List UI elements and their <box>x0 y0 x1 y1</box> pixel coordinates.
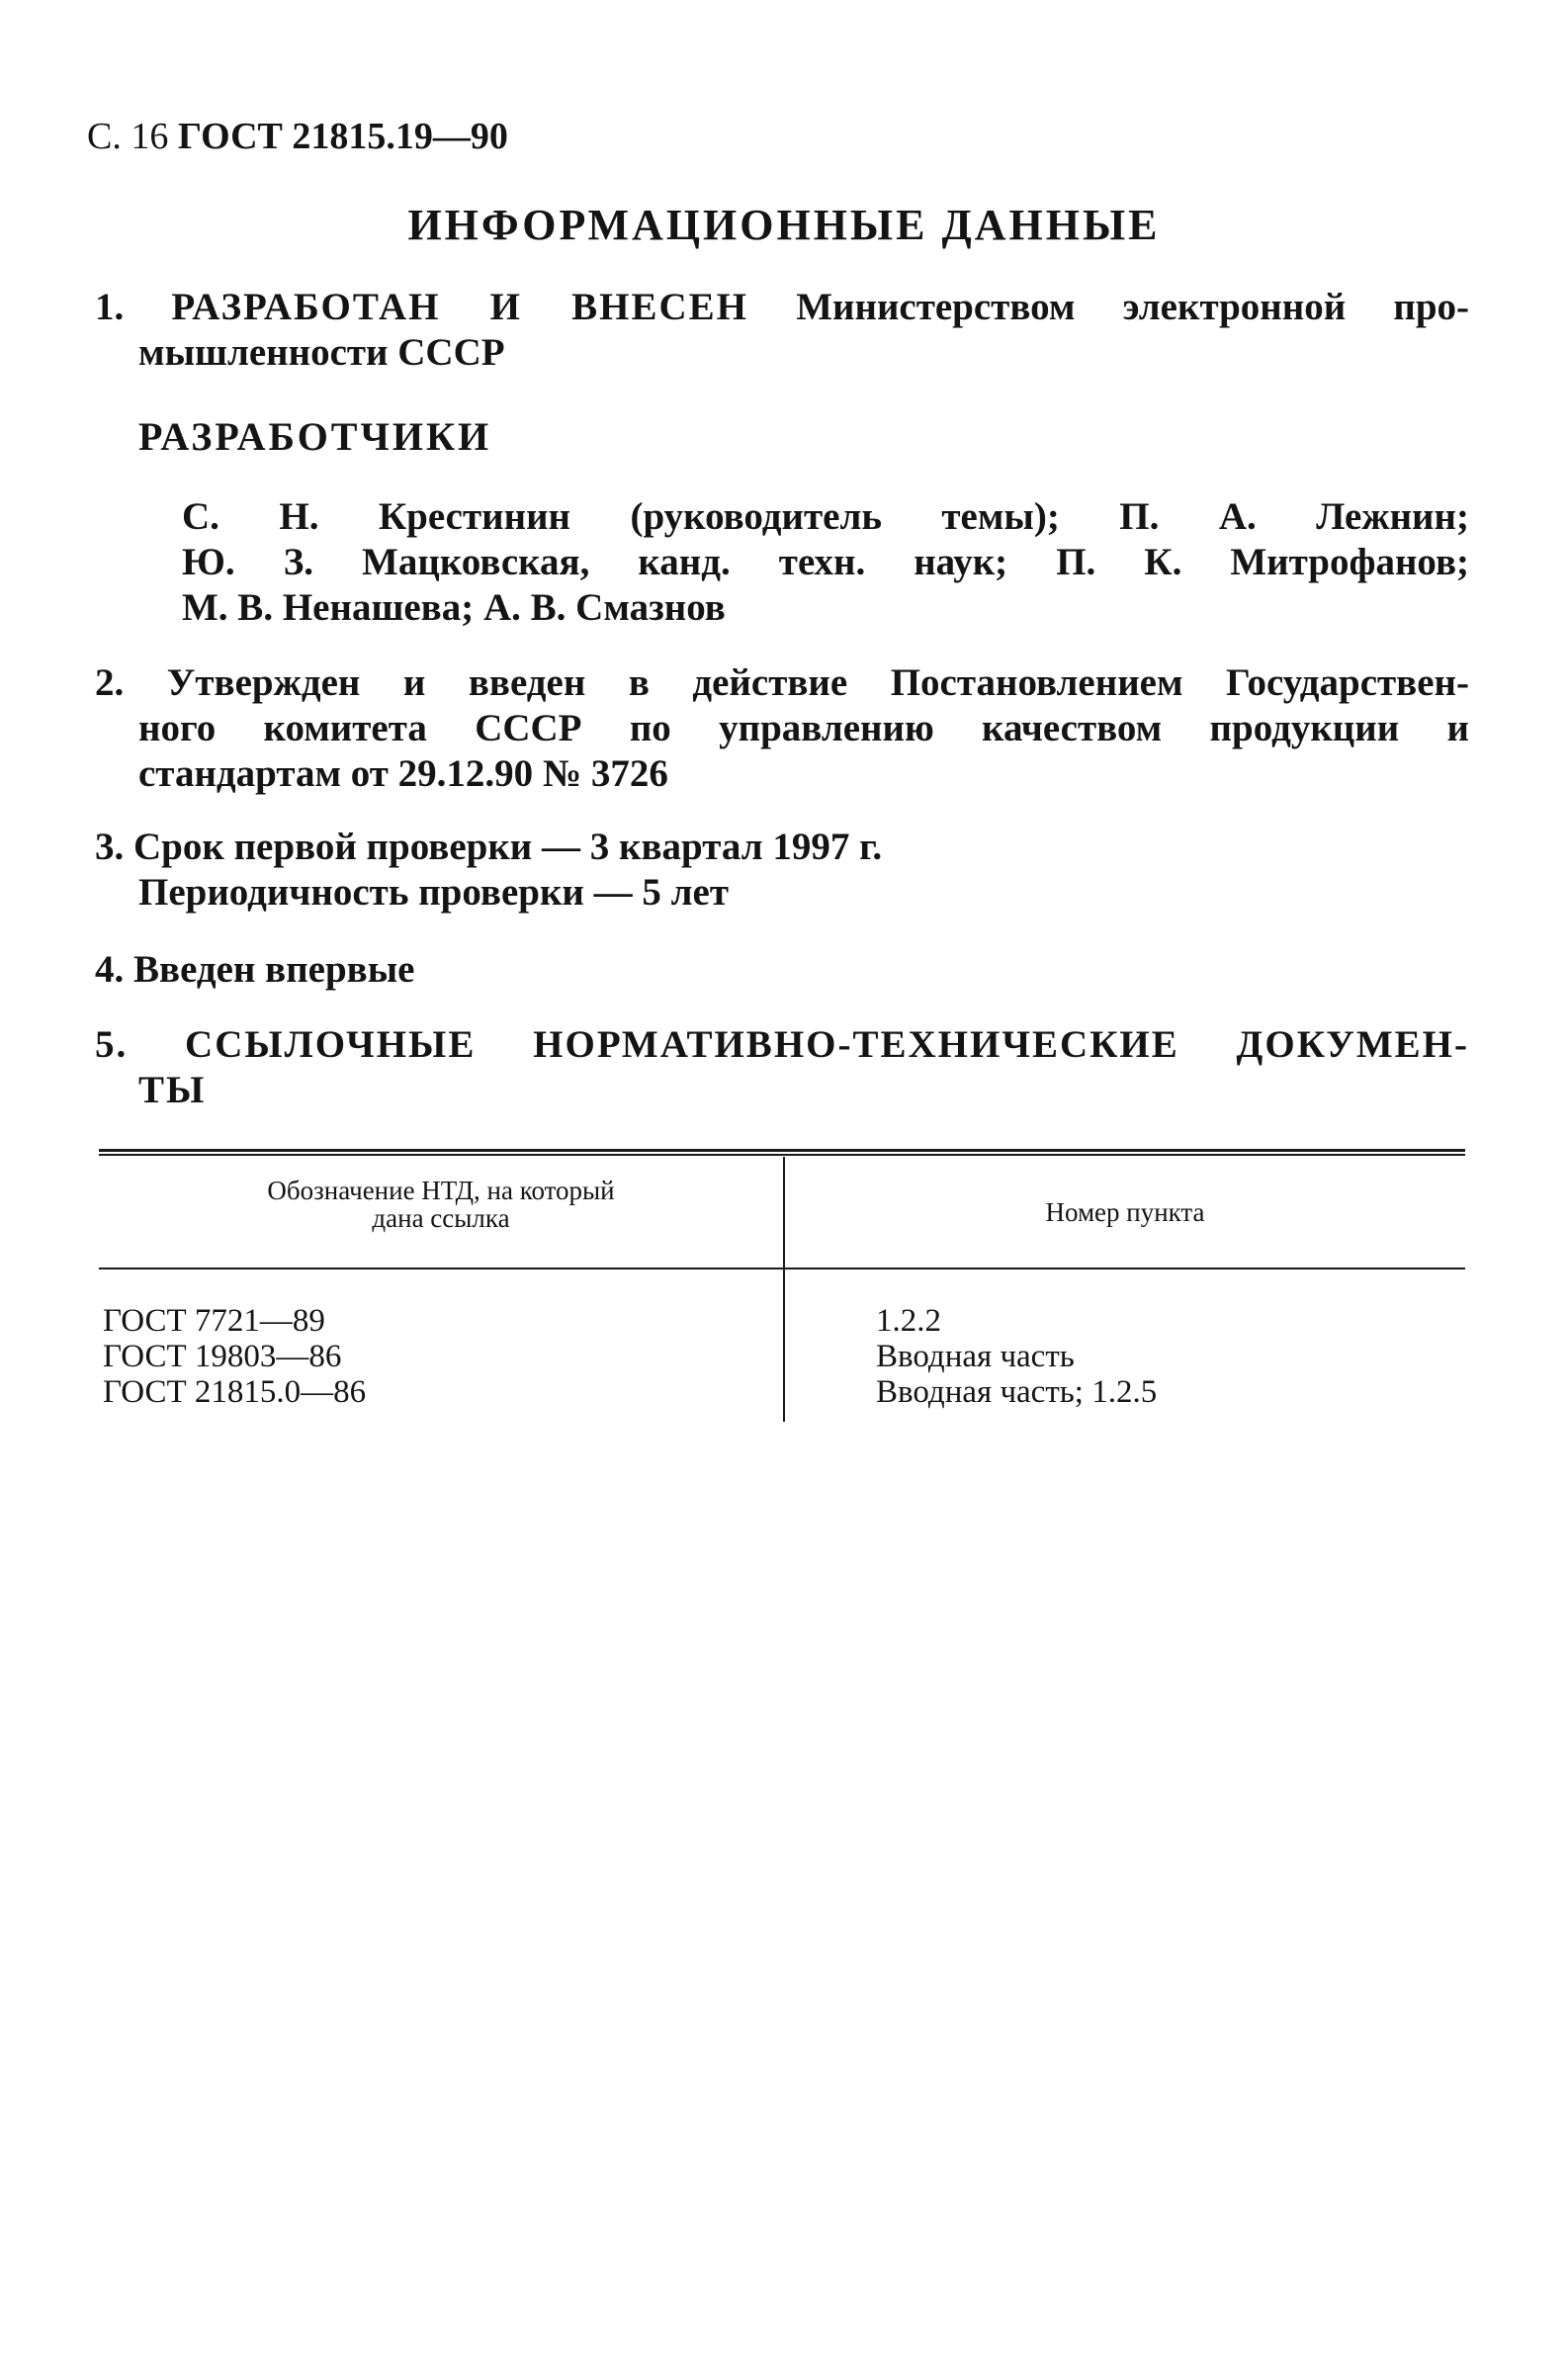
standard-designation: ГОСТ 21815.19—90 <box>177 116 508 157</box>
table-cell-clause: Вводная часть; 1.2.5 <box>876 1374 1158 1410</box>
page-number: С. 16 <box>87 116 169 157</box>
item1-number: 1. <box>95 286 125 328</box>
item1-lead: РАЗРАБОТАН И ВНЕСЕН <box>171 286 749 328</box>
table-header-rule <box>99 1268 1465 1269</box>
table-cell-clause: Вводная часть <box>876 1339 1075 1374</box>
developers-line3: М. В. Ненашева; А. В. Смазнов <box>182 586 726 629</box>
page-title: ИНФОРМАЦИОННЫЕ ДАННЫЕ <box>407 201 1161 249</box>
table-header-col1: Обозначение НТД, на который дана ссылка <box>267 1176 615 1233</box>
page-header <box>87 115 508 158</box>
developers-heading: РАЗРАБОТЧИКИ <box>138 414 492 459</box>
table-row <box>876 1303 1157 1410</box>
table-cell-doc: ГОСТ 21815.0—86 <box>103 1374 367 1410</box>
item1-text: Министерством электронной про- <box>796 286 1469 328</box>
item2-line2: ного комитета СССР по управлению качеством продукции и <box>138 707 1469 749</box>
table-cell-clause: 1.2.2 <box>876 1303 941 1339</box>
item2-line1: 2. Утвержден и введен в действие Постановлением Государствен- <box>95 661 1469 704</box>
table-header-col2: Номер пункта <box>1045 1197 1205 1227</box>
developers-line1: С. Н. Крестинин (руководитель темы); П. А. Лежнин; <box>182 495 1469 538</box>
item1-line1 <box>95 285 1469 330</box>
developers-line2: Ю. З. Мацковская, канд. техн. наук; П. К. Митрофанов; <box>182 541 1469 583</box>
item4: 4. Введен впервые <box>95 948 415 991</box>
table-row <box>103 1303 366 1410</box>
item1-line2: мышленности СССР <box>138 331 505 374</box>
table-column-divider <box>783 1157 785 1422</box>
item5-line1: 5. ССЫЛОЧНЫЕ НОРМАТИВНО-ТЕХНИЧЕСКИЕ ДОКУМЕН- <box>95 1023 1469 1066</box>
table-top-rule <box>99 1149 1465 1156</box>
item2-line3: стандартам от 29.12.90 № 3726 <box>138 752 668 795</box>
table-cell-doc: ГОСТ 19803—86 <box>103 1339 342 1374</box>
item3-line2: Периодичность проверки — 5 лет <box>138 871 729 914</box>
table-cell-doc: ГОСТ 7721—89 <box>103 1303 325 1339</box>
item3-line1: 3. Срок первой проверки — 3 квартал 1997 г. <box>95 826 883 868</box>
item5-line2: ТЫ <box>138 1069 207 1111</box>
